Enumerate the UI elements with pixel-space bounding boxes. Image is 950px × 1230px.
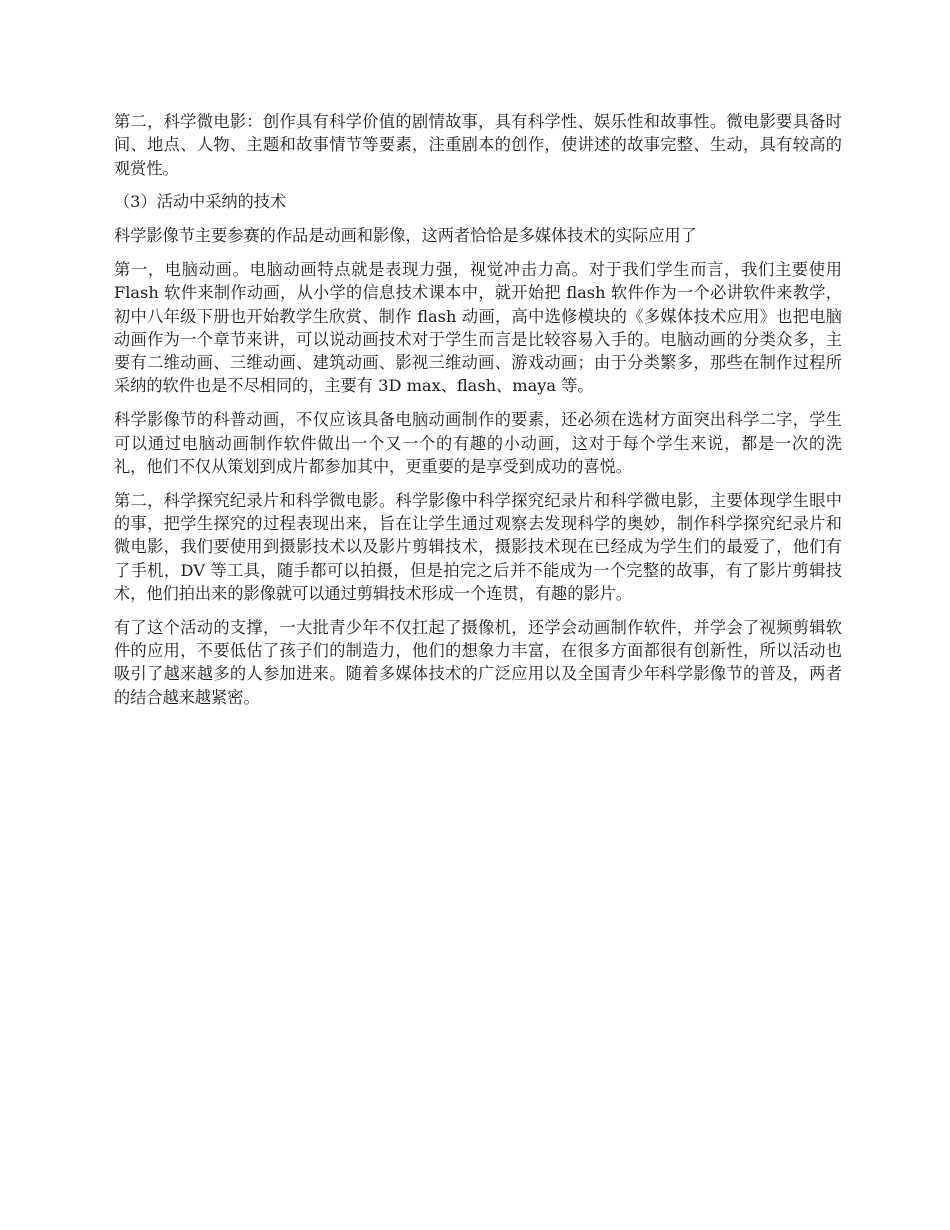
- section-heading-technology: （3）活动中采纳的技术: [114, 192, 287, 212]
- paragraph-conclusion: 有了这个活动的支撑，一大批青少年不仅扛起了摄像机，还学会动画制作软件，并学会了视频剪辑软件的应用，不要低估了孩子们的制造力，他们的想象力丰富，在很多方面都很有创新性，所以活动也吸引了越来越多的人参加进来。随着多媒体技术的广泛应用以及全国青少年科学影像节的普及，两者的结合越来越紧密。: [114, 617, 842, 707]
- paragraph-science-animation: 科学影像节的科普动画，不仅应该具备电脑动画制作的要素，还必须在选材方面突出科学二字，学生可以通过电脑动画制作软件做出一个又一个的有趣的小动画，这对于每个学生来说，都是一次的洗礼，他们不仅从策划到成片都参加其中，更重要的是享受到成功的喜悦。: [114, 410, 842, 476]
- paragraph-computer-animation: 第一，电脑动画。电脑动画特点就是表现力强，视觉冲击力高。对于我们学生而言，我们主要使用 Flash 软件来制作动画，从小学的信息技术课本中，就开始把 flash 软件作为一个必讲软件来教学，初中八年级下册也开始教学生欣赏、制作 flash 动画，高中选修模块的《多媒体技术应用》也把电脑动画作为一个章节来讲，可以说动画技术对于学生而言是比较容易入手的。电脑动画的分类众多，主要有二维动画、三维动画、建筑动画、影视三维动画、游戏动画；由于分类繁多，那些在制作过程所采纳的软件也是不尽相同的，主要有 3D max、flash、maya 等。: [114, 259, 842, 396]
- paragraph-documentary: 第二，科学探究纪录片和科学微电影。科学影像中科学探究纪录片和科学微电影，主要体现学生眼中的事，把学生探究的过程表现出来，旨在让学生通过观察去发现科学的奥妙，制作科学探究纪录片和微电影，我们要使用到摄影技术以及影片剪辑技术，摄影技术现在已经成为学生们的最爱了，他们有了手机，DV 等工具，随手都可以拍摄，但是拍完之后并不能成为一个完整的故事，有了影片剪辑技术，他们拍出来的影像就可以通过剪辑技术形成一个连贯，有趣的影片。: [114, 490, 842, 603]
- paragraph-micro-film: 第二，科学微电影：创作具有科学价值的剧情故事，具有科学性、娱乐性和故事性。微电影要具备时间、地点、人物、主题和故事情节等要素，注重剧本的创作，使讲述的故事完整、生动，具有较高的观赏性。: [114, 112, 842, 178]
- document-page: [114, 110, 842, 719]
- paragraph-intro: 科学影像节主要参赛的作品是动画和影像，这两者恰恰是多媒体技术的实际应用了: [114, 226, 697, 246]
